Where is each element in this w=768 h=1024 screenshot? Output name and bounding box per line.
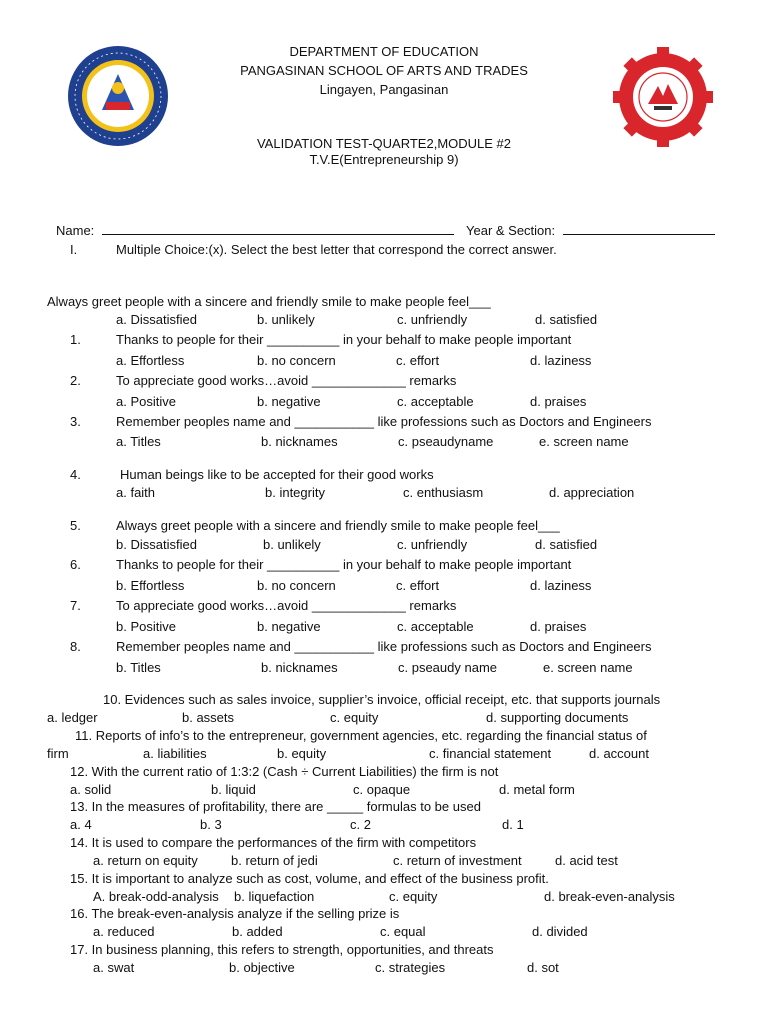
question-text-line: 10. Evidences such as sales invoice, supplier’s invoice, official receipt, etc. that supports journals [103,692,661,707]
question-text-line: 6. [70,557,81,572]
question-text-line: Human beings like to be accepted for their good works [120,467,434,482]
question-text-line: c. return of investment [393,853,522,868]
question-text-line: Always greet people with a sincere and friendly smile to make people feel___ [116,518,560,533]
question-text-line: b. nicknames [261,434,338,449]
question-text-line: 17. In business planning, this refers to strength, opportunities, and threats [70,942,494,957]
question-text-line: Thanks to people for their __________ in your behalf to make people important [116,332,572,347]
name-blank[interactable] [102,223,454,235]
question-text-line: e. screen name [539,434,629,449]
question-text-line: a. solid [70,782,112,797]
question-text-line: a. liabilities [143,746,207,761]
question-text-line: 12. With the current ratio of 1:3:2 (Cash ÷ Current Liabilities) the firm is not [70,764,499,779]
question-text-line: c. equity [389,889,438,904]
question-text-line: 5. [70,518,81,533]
question-text-line: 3. [70,414,81,429]
question-text-line: 1. [70,332,81,347]
question-text-line: c. pseaudyname [398,434,494,449]
question-text-line: b. negative [257,394,321,409]
question-text-line: d. sot [527,960,559,975]
question-text-line: Thanks to people for their __________ in your behalf to make people important [116,557,572,572]
question-text-line: To appreciate good works…avoid _____________ remarks [116,373,457,388]
question-text-line: Remember peoples name and ___________ like professions such as Doctors and Engineers [116,639,652,654]
question-text-line: d. divided [532,924,588,939]
question-text-line: c. pseaudy name [398,660,498,675]
question-text-line: a. return on equity [93,853,198,868]
question-text-line: b. equity [277,746,327,761]
question-text-line: b. Dissatisfied [116,537,197,552]
question-text-line: A. break-odd-analysis [93,889,219,904]
question-text-line: b. return of jedi [231,853,318,868]
question-text-line: c. unfriendly [397,312,468,327]
question-text-line: 8. [70,639,81,654]
question-text-line: d. satisfied [535,537,598,552]
question-text-line: b. unlikely [263,537,321,552]
question-text-line: 16. The break-even-analysis analyze if the selling prize is [70,906,400,921]
question-text-line: b. unlikely [257,312,315,327]
school-location: Lingayen, Pangasinan [319,82,449,97]
question-text-line: c. opaque [353,782,411,797]
test-title: VALIDATION TEST-QUARTE2,MODULE #2 [256,136,512,151]
question-text-line: Always greet people with a sincere and friendly smile to make people feel___ [47,294,491,309]
question-text-line: b. Titles [116,660,161,675]
question-text-line: b. assets [182,710,235,725]
question-text-line: a. Effortless [116,353,185,368]
question-text-line: 14. It is used to compare the performances of the firm with competitors [70,835,477,850]
question-text-line: a. 4 [70,817,92,832]
question-text-line: b. integrity [265,485,325,500]
question-text-line: d. laziness [530,353,592,368]
question-text-line: a. Positive [116,394,176,409]
question-text-line: c. equal [380,924,426,939]
question-text-line: c. effort [396,578,440,593]
section-label: Year & Section: [466,223,556,238]
question-text-line: b. objective [229,960,295,975]
department-heading: DEPARTMENT OF EDUCATION [289,44,479,59]
question-text-line: d. appreciation [549,485,635,500]
question-text-line: d. 1 [502,817,524,832]
question-text-line: To appreciate good works…avoid _____________ remarks [116,598,457,613]
question-text-line: d. metal form [499,782,575,797]
question-text-line: d. supporting documents [486,710,629,725]
question-text-line: d. praises [530,394,587,409]
question-text-line: c. effort [396,353,440,368]
question-text-line: c. acceptable [397,394,474,409]
question-text-line: Remember peoples name and ___________ like professions such as Doctors and Engineers [116,414,652,429]
question-text-line: b. no concern [257,353,336,368]
question-text-line: c. strategies [375,960,446,975]
question-text-line: b. nicknames [261,660,338,675]
question-text-line: d. praises [530,619,587,634]
question-text-line: e. screen name [543,660,633,675]
question-text-line: 4. [70,467,81,482]
question-text-line: a. swat [93,960,135,975]
question-text-line: 15. It is important to analyze such as cost, volume, and effect of the business profit. [70,871,549,886]
subject-title: T.V.E(Entrepreneurship 9) [309,152,459,167]
name-field-row [56,223,454,238]
question-text-line: d. laziness [530,578,592,593]
question-text-line: c. enthusiasm [403,485,484,500]
question-text-line: a. ledger [47,710,98,725]
question-text-line: firm [47,746,69,761]
question-text-line: c. unfriendly [397,537,468,552]
question-text-line: b. 3 [200,817,222,832]
question-text-line: a. Dissatisfied [116,312,197,327]
question-text-line: 2. [70,373,81,388]
question-text-line: b. Positive [116,619,176,634]
psat-seal-logo [612,46,714,148]
question-text-line: c. equity [330,710,379,725]
question-text-line: d. acid test [555,853,618,868]
question-text-line: 7. [70,598,81,613]
question-text-line: a. Titles [116,434,161,449]
question-text-line: a. faith [116,485,156,500]
section-blank[interactable] [563,223,715,235]
question-text-line: 13. In the measures of profitability, there are _____ formulas to be used [70,799,481,814]
name-label: Name: [56,223,95,238]
question-text-line: a. reduced [93,924,155,939]
question-text-line: b. Effortless [116,578,185,593]
question-text-line: b. liquid [211,782,256,797]
question-text-line: 11. Reports of info’s to the entrepreneur, government agencies, etc. regarding the financial status of [75,728,647,743]
question-text-line: b. negative [257,619,321,634]
question-text-line: b. no concern [257,578,336,593]
question-text-line: c. 2 [350,817,371,832]
section-field-row [466,223,715,238]
question-text-line: d. break-even-analysis [544,889,675,904]
question-text-line: b. added [232,924,283,939]
question-text-line: d. account [589,746,649,761]
section-instructions: Multiple Choice:(x). Select the best letter that correspond the correct answer. [116,242,557,257]
section-number: I. [70,242,78,257]
question-text-line: b. liquefaction [234,889,315,904]
question-text-line: d. satisfied [535,312,598,327]
question-text-line: c. acceptable [397,619,474,634]
school-name: PANGASINAN SCHOOL OF ARTS AND TRADES [240,63,528,78]
question-text-line: c. financial statement [429,746,552,761]
